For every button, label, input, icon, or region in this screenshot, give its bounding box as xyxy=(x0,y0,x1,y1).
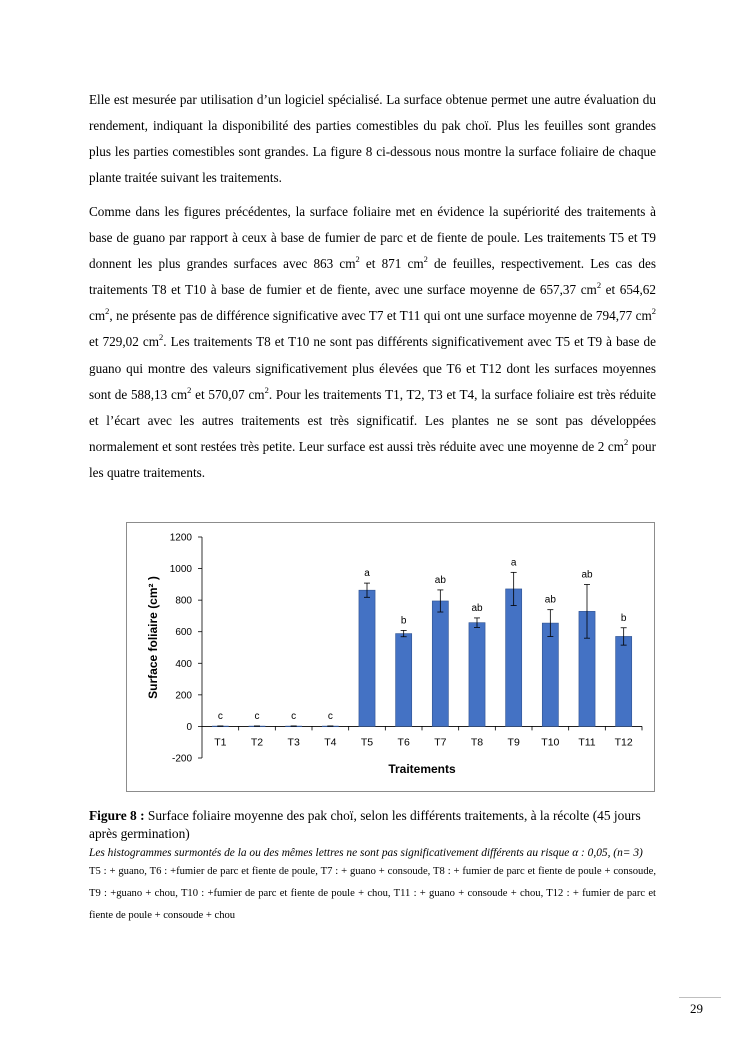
significance-letter: ab xyxy=(581,569,593,581)
bar xyxy=(359,590,375,726)
significance-letter: a xyxy=(364,568,370,580)
text-segment: . Pour les traitements T1, T2, T3 et T4, la surface foliaire est très réduite et l’écart avec les autres traitements est très significatif. Les plantes ne se sont pas développées normalement et sont restées très petite. Leur surface est aussi très réduite avec une moyenne de 2 cm xyxy=(89,386,656,454)
text-segment: et 871 cm xyxy=(359,256,424,272)
y-tick-label: 600 xyxy=(175,627,192,639)
y-tick-label: -200 xyxy=(171,753,192,765)
significance-letter: ab xyxy=(544,594,556,606)
y-axis-title: Surface foliaire (cm² ) xyxy=(146,576,160,699)
x-tick-label: T6 xyxy=(397,736,410,749)
text-segment: pour les quatre traitements. xyxy=(89,438,656,480)
text-segment: et 654,62 cm xyxy=(89,282,656,324)
x-tick-label: T2 xyxy=(250,736,264,749)
y-tick-label: 0 xyxy=(186,721,192,733)
significance-letter: a xyxy=(510,557,517,569)
treatment-legend: T5 : + guano, T6 : +fumier de parc et fiente de poule, T7 : + guano + consoude, T8 : + fumier de parc et fiente de poule + consoude, T9 : +guano + chou, T10 : +fumier de parc et fiente de poule + chou, T11 : + guano + consoude + chou, T12 : + fumier de parc et fiente de poule + consoude + chou xyxy=(89,866,656,921)
x-tick-label: T5 xyxy=(360,736,374,749)
significance-letter: b xyxy=(400,615,407,627)
caption-label: Figure 8 : xyxy=(89,808,145,823)
y-tick-label: 200 xyxy=(175,690,192,702)
paragraph-results xyxy=(89,199,656,486)
text-segment: et 729,02 cm xyxy=(89,334,159,350)
text-segment: . Les traitements T8 et T10 ne sont pas différents significativement avec T5 et T9 à base de guano qui montre des valeurs significativement plus élevées que T6 et T12 dont les surfaces moyennes sont de 588,13 cm xyxy=(89,334,656,402)
x-tick-label: T9 xyxy=(507,736,520,749)
figure-note: Les histogrammes surmontés de la ou des mêmes lettres ne sont pas significativement différents au risque α : 0,05, (n= 3) xyxy=(89,847,643,859)
x-tick-label: T8 xyxy=(470,736,484,749)
text-segment: Comme dans les figures précédentes, la surface foliaire met en évidence la supériorité des traitements à base de guano par rapport à ceux à base de fumier de parc et de fiente de poule. Les traitements T5 et T9 donnent les plus grandes surfaces avec 863 cm xyxy=(89,204,656,272)
superscript: 2 xyxy=(159,332,164,343)
x-tick-label: T4 xyxy=(324,736,337,749)
x-tick-label: T12 xyxy=(614,736,633,749)
bar xyxy=(469,623,485,727)
bar xyxy=(396,634,412,727)
y-tick-label: 400 xyxy=(175,658,192,670)
superscript: 2 xyxy=(355,254,360,265)
text-segment: et 570,07 cm xyxy=(191,386,265,402)
y-tick-label: 1200 xyxy=(169,532,192,544)
bar xyxy=(432,601,448,726)
superscript: 2 xyxy=(423,254,428,265)
x-tick-label: T1 xyxy=(214,736,227,749)
x-axis-title: Traitements xyxy=(388,762,456,776)
text-segment: de feuilles, respectivement. Les cas des traitements T8 et T10 à base de fumier et de fiente, avec une surface moyenne de 657,37 cm xyxy=(89,256,656,298)
significance-letter: c xyxy=(217,710,223,722)
significance-letter: c xyxy=(254,710,260,722)
x-tick-label: T11 xyxy=(578,736,596,749)
y-tick-label: 1000 xyxy=(169,564,192,576)
superscript: 2 xyxy=(596,280,602,291)
superscript: 2 xyxy=(105,306,110,317)
x-tick-label: T10 xyxy=(541,736,560,749)
significance-letter: ab xyxy=(434,574,446,586)
page-number-rule xyxy=(679,997,721,998)
paragraph-intro: Elle est mesurée par utilisation d’un logiciel spécialisé. La surface obtenue permet une autre évaluation du rendement, indiquant la disponibilité des parties comestibles du pak choï. Plus les feuilles sont grandes plus les parties comestibles sont grandes. La figure 8 ci-dessous nous montre la surface foliaire de chaque plante traitée suivant les traitements. xyxy=(89,92,656,186)
significance-letter: b xyxy=(620,612,627,624)
figure-8-chart xyxy=(126,522,655,792)
x-tick-label: T3 xyxy=(287,736,300,749)
superscript: 2 xyxy=(651,306,656,317)
bar xyxy=(542,623,558,726)
superscript: 2 xyxy=(624,436,629,447)
text-segment: , ne présente pas de différence significative avec T7 et T11 qui ont une surface moyenne de 794,77 cm xyxy=(109,308,652,324)
bar-chart xyxy=(127,523,654,791)
significance-letter: ab xyxy=(471,602,483,614)
y-tick-label: 800 xyxy=(175,595,192,607)
significance-letter: c xyxy=(291,710,297,722)
superscript: 2 xyxy=(264,384,269,395)
superscript: 2 xyxy=(187,384,192,395)
bar xyxy=(616,636,632,726)
significance-letter: c xyxy=(327,710,333,722)
caption-text: Surface foliaire moyenne des pak choï, selon les différents traitements, à la récolte (45 jours après germination) xyxy=(89,808,641,841)
bar xyxy=(506,589,522,726)
page-number: 29 xyxy=(690,1001,703,1016)
figure-caption xyxy=(89,807,664,842)
x-tick-label: T7 xyxy=(434,736,447,749)
